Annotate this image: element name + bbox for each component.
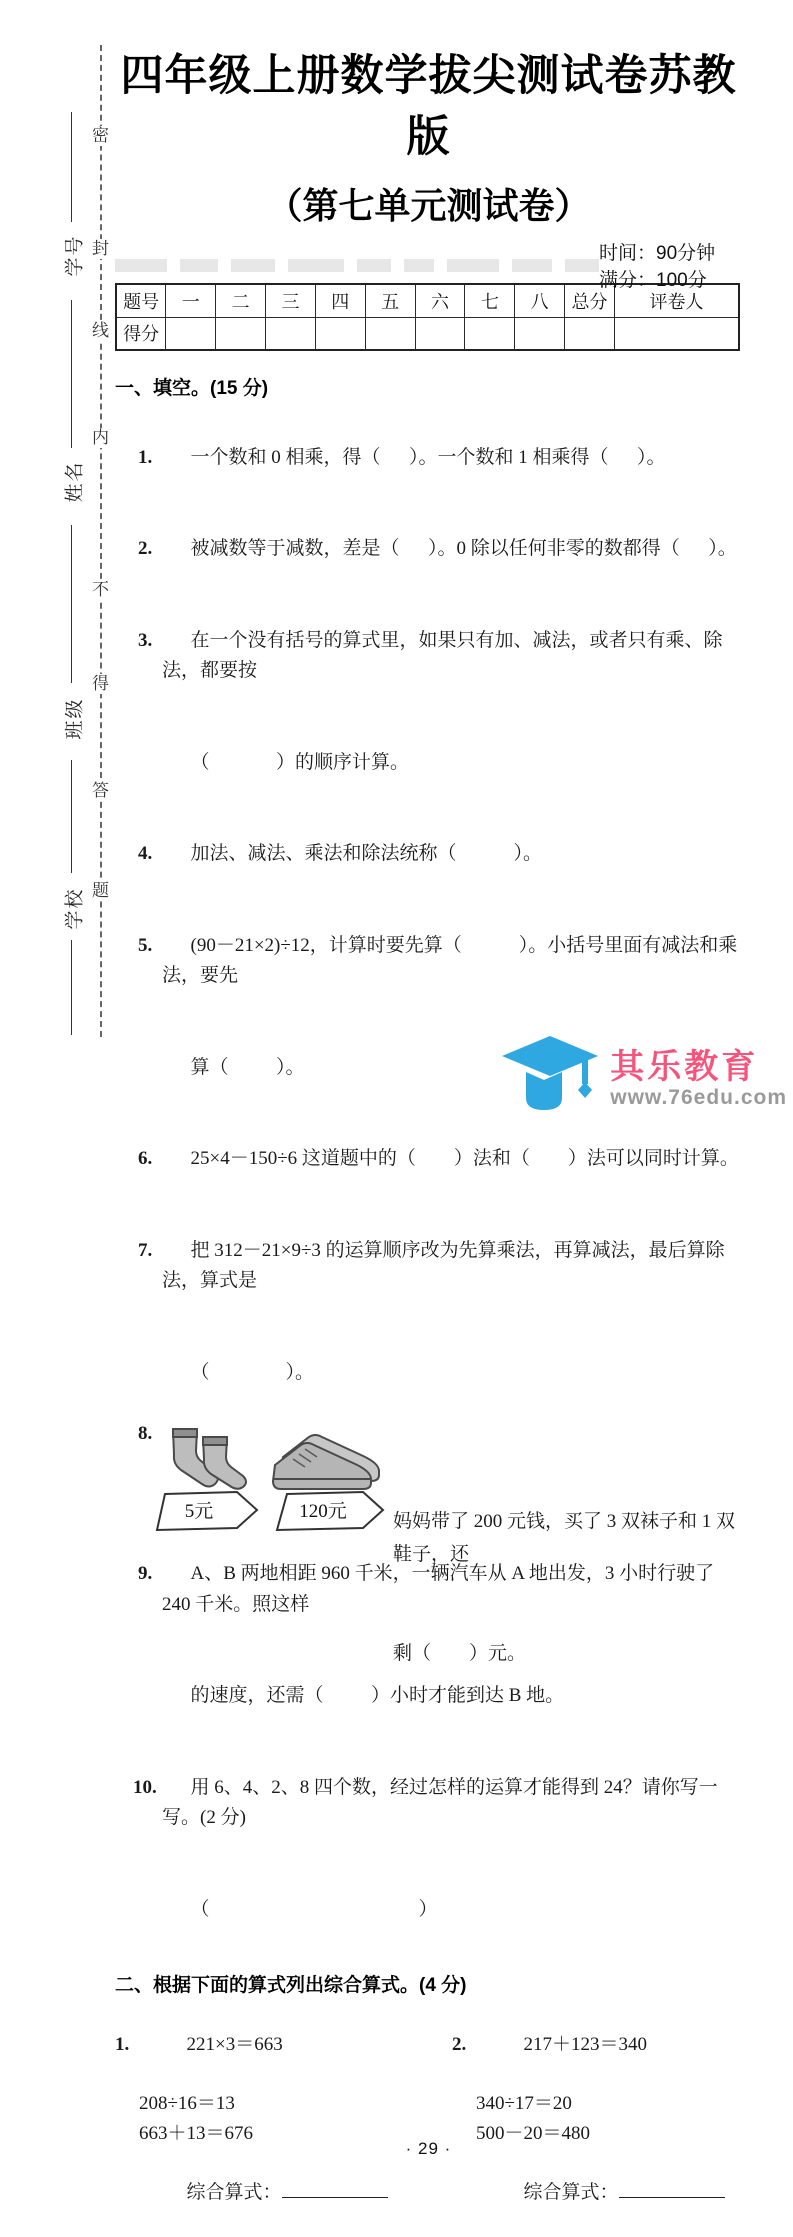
score-cell (166, 317, 216, 350)
composite-expression-label: 综合算式： (523, 2181, 619, 2203)
item-1-number: 1. (115, 2034, 130, 2055)
equation: 663＋13＝676 (139, 2122, 254, 2144)
question-3-text-line2: （ ）的顺序计算。 (190, 751, 410, 773)
question-7-text-line2: （ ）。 (190, 1361, 315, 1383)
equation-row (115, 2089, 415, 2119)
score-row-label: 得分 (116, 317, 166, 350)
class-label: 班级 (64, 697, 86, 740)
seal-char: 不 (92, 580, 109, 599)
paper-title: 四年级上册数学拔尖测试卷苏教版 (120, 52, 737, 161)
col-header: 七 (465, 284, 515, 317)
equation-row (115, 2119, 415, 2149)
school-label: 学校 (64, 887, 86, 930)
meta-row (115, 243, 742, 291)
price-tag-shoes-text: 120元 (299, 1500, 347, 1522)
equation-row (115, 2001, 415, 2090)
section2-header: 二、根据下面的算式列出综合算式。(4 分) (115, 1974, 467, 1996)
question-10-text-line1: 用 6、4、2、8 四个数，经过怎样的运算才能得到 24？请你写一写。(2 分) (162, 1776, 718, 1828)
score-cell (365, 317, 415, 350)
col-header: 四 (315, 284, 365, 317)
equation: 500－20＝480 (476, 2122, 591, 2144)
logo-texts (610, 1039, 787, 1110)
page-number: · 29 · (405, 2138, 452, 2158)
question-9-number: 9. (138, 1563, 153, 1584)
answer-blank-line (282, 2184, 388, 2198)
question-6-number: 6. (138, 1148, 153, 1169)
paper-subtitle: （第七单元测试卷） (266, 185, 591, 226)
time-and-score-info: 时间：90分钟 满分：100分 (599, 243, 726, 291)
question-9-line2 (115, 1651, 742, 1743)
score-cell (565, 317, 615, 350)
socks-image (157, 1425, 257, 1489)
question-3-line2 (115, 717, 742, 809)
question-9 (115, 1529, 742, 1651)
col-header: 六 (415, 284, 465, 317)
seal-char: 线 (92, 321, 109, 340)
col-header: 三 (266, 284, 316, 317)
question-3-number: 3. (138, 629, 153, 651)
publisher-logo (498, 1032, 787, 1116)
score-cell (216, 317, 266, 350)
score-cell (614, 317, 739, 350)
score-table-score-row (116, 317, 739, 350)
question-4 (115, 809, 742, 901)
question-3-text-line1: 在一个没有括号的算式里，如果只有加、减法，或者只有乘、除法，都要按 (162, 629, 723, 681)
question-10-line2 (115, 1864, 742, 1956)
equation-row (452, 2001, 752, 2090)
col-header: 二 (216, 284, 266, 317)
section2-item-1 (115, 2001, 415, 2237)
question-5 (115, 900, 742, 1022)
question-6-text: 25×4－150÷6 这道题中的（ ）法和（ ）法可以同时计算。 (190, 1148, 739, 1169)
composite-expression-label: 综合算式： (186, 2181, 282, 2203)
question-7-number: 7. (138, 1239, 153, 1261)
question-10-number: 10. (133, 1776, 157, 1798)
question-7 (115, 1205, 742, 1327)
equation: 217＋123＝340 (523, 2034, 648, 2055)
question-1-text: 一个数和 0 相乘，得（ ）。一个数和 1 相乘得（ ）。 (190, 446, 666, 468)
question-8-number: 8. (138, 1422, 153, 1444)
question-8-text-line2: 剩（ ）元。 (393, 1642, 527, 1664)
seal-char: 内 (92, 428, 109, 447)
write-in-line (71, 525, 72, 683)
section1-header: 一、填空。(15 分) (115, 378, 269, 399)
question-8-images (115, 1423, 393, 1523)
logo-brand-name: 其乐教育 (610, 1047, 759, 1086)
question-7-text-line1: 把 312－21×9÷3 的运算顺序改为先算乘法，再算减法，最后算除法，算式是 (162, 1239, 725, 1291)
col-header: 五 (365, 284, 415, 317)
question-10 (115, 1742, 742, 1864)
col-header: 总分 (565, 284, 615, 317)
shoes-image (265, 1423, 385, 1493)
score-table (115, 283, 740, 351)
write-in-line (71, 112, 72, 222)
price-tag-socks-text: 5元 (184, 1500, 214, 1522)
score-cell (415, 317, 465, 350)
seal-char: 题 (92, 881, 109, 900)
section2-item-2 (452, 2001, 752, 2237)
seal-char: 得 (92, 674, 109, 693)
write-in-line (71, 760, 72, 873)
answer-blank-line (619, 2184, 725, 2198)
price-tag-shoes (273, 1489, 391, 1533)
question-3 (115, 595, 742, 717)
score-cell (315, 317, 365, 350)
seal-char: 答 (92, 781, 109, 800)
question-4-number: 4. (138, 843, 153, 864)
col-header: 评卷人 (614, 284, 739, 317)
student-number-label: 学号 (64, 234, 86, 277)
price-tag-socks (153, 1489, 265, 1533)
composite-expression-row (452, 2148, 752, 2237)
question-5-text-line1: (90－21×2)÷12，计算时要先算（ ）。小括号里面有减法和乘法，要先 (162, 934, 738, 986)
composite-expression-row (115, 2148, 415, 2237)
question-1-number: 1. (138, 446, 153, 468)
equation-row (452, 2089, 752, 2119)
equation: 221×3＝663 (186, 2034, 283, 2055)
equation: 340÷17＝20 (476, 2093, 572, 2114)
graduation-cap-icon (498, 1032, 602, 1116)
question-5-text-line2: 算（ ）。 (190, 1056, 305, 1078)
score-cell (266, 317, 316, 350)
question-6 (115, 1114, 742, 1206)
question-2 (115, 504, 742, 596)
col-header: 一 (166, 284, 216, 317)
question-1 (115, 412, 742, 504)
question-4-text: 加法、减法、乘法和除法统称（ ）。 (190, 843, 543, 864)
name-label: 姓名 (64, 460, 86, 503)
seal-char: 密 (92, 126, 109, 145)
col-header: 八 (515, 284, 565, 317)
question-10-answer-blank: （ ） (190, 1898, 438, 1920)
equation-row (452, 2119, 752, 2149)
seal-char: 封 (92, 239, 109, 258)
question-2-text: 被减数等于减数，差是（ ）。0 除以任何非零的数都得（ ）。 (190, 538, 737, 559)
score-cell (515, 317, 565, 350)
score-cell (465, 317, 515, 350)
question-5-number: 5. (138, 934, 153, 956)
item-2-number: 2. (452, 2034, 467, 2055)
write-in-line (71, 940, 72, 1035)
logo-website-url: www.76edu.com (610, 1085, 787, 1109)
question-2-number: 2. (138, 538, 153, 559)
faint-watermark-blocks (115, 259, 599, 272)
question-7-line2 (115, 1327, 742, 1419)
question-8-text-line1: 妈妈带了 200 元钱，买了 3 双袜子和 1 双鞋子，还 (393, 1510, 736, 1565)
write-in-line (71, 300, 72, 448)
question-9-text-line1: A、B 两地相距 960 千米，一辆汽车从 A 地出发，3 小时行驶了 240 千米。照这样 (162, 1563, 719, 1615)
equation: 208÷16＝13 (139, 2093, 235, 2114)
question-no-header: 题号 (116, 284, 166, 317)
question-9-text-line2: 的速度，还需（ ）小时才能到达 B 地。 (190, 1685, 565, 1706)
